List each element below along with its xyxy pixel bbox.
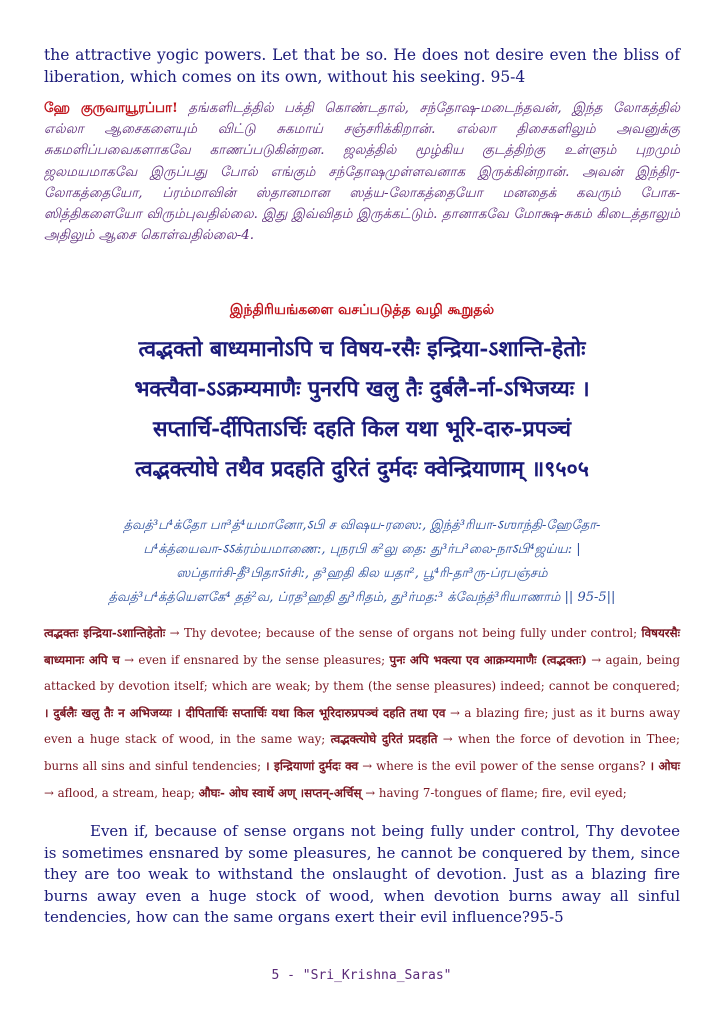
page-footer: 5 - "Sri_Krishna_Saras" [271, 968, 452, 983]
gloss-meaning: → again, being attacked by devotion itself; which are weak; by them (the sense pleasures) indeed; cannot be conquered; [44, 652, 681, 694]
gloss-meaning: → where is the evil power of the sense organs? [362, 758, 650, 773]
gloss-meaning: → Thy devotee; because of the sense of organs not being fully under control; [169, 626, 642, 640]
transliteration-line: ப⁴க்த்யைவா-ऽऽக்ரம்யமாணை:, புநரபி க²லு தை: து³ர்ப³லை-நாऽபி⁴ஜய்ய: | [143, 542, 581, 557]
gloss-term: विषयरसैः बाध्यमानः अपि च [44, 626, 680, 667]
gloss-meaning: → even if ensnared by the sense pleasures; [124, 652, 390, 667]
transliteration-line: த்வத்³ப⁴க்த்யௌகே⁴ தத்²வ, ப்ரத³ஹதி து³ரிதம், து³ர்மத:³ க்வேந்த்³ரியாணாம் || 95-5|| [108, 590, 616, 605]
gloss-term: । इन्द्रियाणां दुर्मदः क्व [265, 758, 359, 773]
tamil-exclamation: ஹே குருவாயூரப்பா! [44, 100, 178, 116]
summary-paragraph: Even if, because of sense organs not being fully under control, Thy devotee is sometimes ensnared by some pleasures, he cannot be conquered by them, since they are too weak to withstand the onslaught of devotion. Just as a blazing fire burns away even a huge stock of wood, when devotion burns away all sinful tendencies, how can the same organs exert their evil influence?95-5 [44, 822, 680, 927]
gloss-term: । दीपितार्चिः सप्तार्चिः यथा किल भूरिदारुप्रपञ्चं दहति तथा एव [176, 705, 446, 720]
gloss-term: त्वद्भक्त्योघे दुरितं प्रदहति [330, 732, 438, 747]
verse-line: सप्तार्चि-र्दीपिताऽर्चिः दहति किल यथा भूरि-दारु-प्रपञ्चं [152, 417, 572, 442]
tamil-prose-text: தங்களிடத்தில் பக்தி கொண்டதால், சந்தோஷ-மடைந்தவன், இந்த லோகத்தில் எல்லா ஆசைகளையும் விட்டு சுகமாய் சஞ்சரிக்கிறான். எல்லா திசைகளிலும் அவனுக்கு சுகமளிப்பவைகளாகவே காணப்படுகின்றன. ஜலத்தில் மூழ்கிய குடத்திற்கு உள்ளும் புறமும் ஜலமயமாகவே இருப்பது போல் எங்கும் சந்தோஷமுள்ளவனாக இருக்கின்றான். அவன் இந்திர-லோகத்தையோ, ப்ரம்மாவின் ஸ்தானமான ஸத்ய-லோகத்தையோ மனதைக் கவரும் போக-ஸித்திகளையோ விரும்புவதில்லை. இது இவ்விதம் இருக்கட்டும். தானாகவே மோக்ஷ-சுகம் கிடைத்தாலும் அதிலும் ஆசை கொள்வதில்லை-4. [44, 101, 680, 244]
verse-line: भक्त्यैवा-ऽऽक्रम्यमाणैः पुनरपि खलु तैः दुर्बलै-र्ना-ऽभिजय्यः । [134, 377, 590, 402]
gloss-term: । ओघः [649, 758, 680, 773]
gloss-meaning: → having 7-tongues of flame; fire, evil eyed; [365, 785, 627, 800]
gloss-meaning: → aflood, a stream, heap; [44, 785, 199, 800]
gloss-meaning: → a blazing fire; just as it burns away even a huge stack of wood, in the same way; [44, 705, 681, 747]
gloss-term: औघः- ओघ स्वार्थे अण् ।सप्तन्-अर्चिस् [198, 785, 362, 800]
transliteration [44, 514, 680, 610]
transliteration-line: ஸப்தார்சி-தீ³பிதாऽர்சி:, த³ஹதி கில யதா², பூ⁴ரி-தா³ரு-ப்ரபஞ்சம் [176, 566, 548, 581]
gloss-meaning: → when the force of devotion in Thee; burns all sins and sinful tendencies; [44, 732, 680, 773]
gloss-term: पुनः अपि भक्त्या एव आक्रम्यमाणैः (त्वद्भक्तः) [389, 652, 587, 667]
transliteration-line: த்வத்³ப⁴க்தோ பா³த்⁴யமானோ,ऽபி ச விஷய-ரஸை:, இந்த்³ரியா-ऽஶாந்தி-ஹேதோ- [123, 518, 601, 533]
verse-line: त्वद्भक्त्योघे तथैव प्रदहति दुरितं दुर्मदः क्वेन्द्रियाणाम् ॥९५०५ [135, 457, 589, 482]
gloss-term: त्वद्भक्तः इन्द्रिया-ऽशान्तिहेतोः [44, 626, 166, 640]
section-heading: இந்திரியங்களை வசப்படுத்த வழி கூறுதல் [229, 302, 495, 318]
sanskrit-verse [44, 330, 680, 490]
word-glossary [44, 620, 680, 806]
verse-line: त्वद्भक्तो बाध्यमानोऽपि च विषय-रसैः इन्द्रिया-ऽशान्ति-हेतोः [138, 337, 586, 362]
gloss-term: । दुर्बलैः खलु तैः न अभिजय्यः [44, 705, 172, 720]
tamil-prose [44, 98, 680, 246]
intro-paragraph: the attractive yogic powers. Let that be so. He does not desire even the bliss of liberation, which comes on its own, without his seeking. 95-4 [44, 46, 680, 86]
